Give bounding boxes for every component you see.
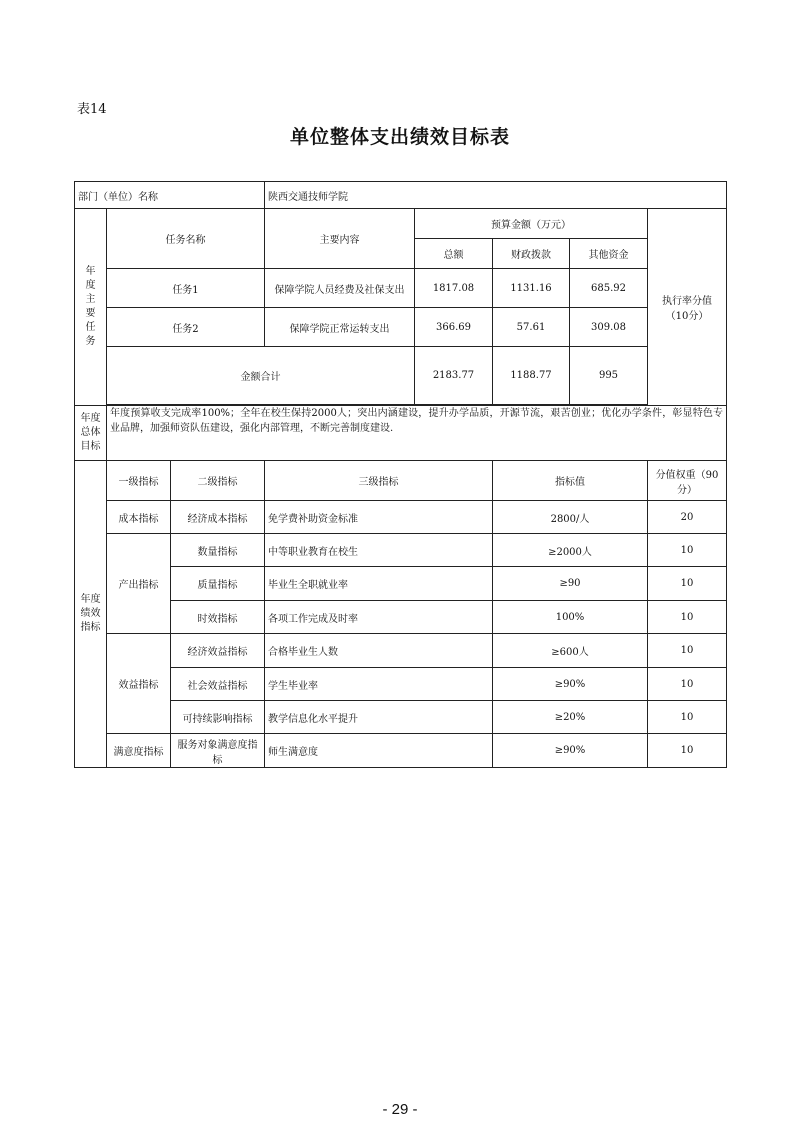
table-row [75,634,727,668]
level3: 学生毕业率 [265,668,493,701]
tasks-section-label: 年度主要任务 [75,209,107,406]
indicators-section-label: 年度绩效指标 [75,461,107,768]
indicator-value: 100% [493,601,648,634]
col-other: 其他资金 [570,239,648,269]
col-level2: 二级指标 [171,461,265,501]
table-row [75,269,727,308]
level3: 毕业生全职就业率 [265,567,493,601]
goal-text: 年度预算收支完成率100%；全年在校生保持2000人；突出内涵建设，提升办学品质，开源节流，艰苦创业；优化办学条件，彰显特色专业品牌，加强师资队伍建设，强化内部管理，不断完善制度建设. [107,406,727,461]
level2: 社会效益指标 [171,668,265,701]
sum-other: 995 [570,347,648,405]
level3: 中等职业教育在校生 [265,534,493,567]
task-other: 309.08 [570,308,648,347]
task-other: 685.92 [570,269,648,308]
col-fiscal: 财政拨款 [493,239,570,269]
col-indicator-value: 指标值 [493,461,648,501]
dept-value: 陕西交通技师学院 [265,182,727,209]
table-row [75,701,727,734]
col-level3: 三级指标 [265,461,493,501]
table-row [75,668,727,701]
indicator-value: ≥600人 [493,634,648,668]
level2: 时效指标 [171,601,265,634]
indicator-weight: 10 [648,534,727,567]
level2: 质量指标 [171,567,265,601]
indicator-weight: 20 [648,501,727,534]
indicator-value: ≥90 [493,567,648,601]
indicator-value: ≥90% [493,668,648,701]
level1-satisfaction: 满意度指标 [107,734,171,768]
page-number: - 29 - [382,1101,418,1118]
col-weight: 分值权重（90分） [648,461,727,501]
table-row [75,601,727,634]
level1-benefit: 效益指标 [107,634,171,734]
task-name: 任务1 [107,269,265,308]
level1-output: 产出指标 [107,534,171,634]
sum-fiscal: 1188.77 [493,347,570,405]
indicator-value: ≥90% [493,734,648,768]
indicator-weight: 10 [648,601,727,634]
performance-target-table [74,181,727,768]
task-fiscal: 57.61 [493,308,570,347]
level2: 数量指标 [171,534,265,567]
col-budget: 预算金额（万元） [415,209,648,239]
indicator-weight: 10 [648,567,727,601]
task-name: 任务2 [107,308,265,347]
table-row [75,308,727,347]
task-fiscal: 1131.16 [493,269,570,308]
level3: 合格毕业生人数 [265,634,493,668]
level3: 教学信息化水平提升 [265,701,493,734]
table-row [75,501,727,534]
indicator-value: ≥2000人 [493,534,648,567]
level1-cost: 成本指标 [107,501,171,534]
indicator-weight: 10 [648,734,727,768]
indicators-header-row [75,461,727,501]
sum-total: 2183.77 [415,347,493,405]
indicator-value: 2800/人 [493,501,648,534]
level2: 经济效益指标 [171,634,265,668]
level3: 免学费补助资金标准 [265,501,493,534]
level2: 经济成本指标 [171,501,265,534]
tasks-header-row [75,209,727,239]
table-row [75,734,727,768]
table-row [75,534,727,567]
task-content: 保障学院正常运转支出 [265,308,415,347]
level3: 各项工作完成及时率 [265,601,493,634]
table-number: 表14 [77,102,107,117]
exec-rate-label: 执行率分值（10分） [648,209,727,406]
level2: 可持续影响指标 [171,701,265,734]
level3: 师生满意度 [265,734,493,768]
col-total: 总额 [415,239,493,269]
indicator-value: ≥20% [493,701,648,734]
col-main-content: 主要内容 [265,209,415,269]
sum-label: 金额合计 [107,347,415,405]
task-total: 366.69 [415,308,493,347]
dept-row [75,182,727,209]
col-level1: 一级指标 [107,461,171,501]
indicator-weight: 10 [648,668,727,701]
goal-label: 年度总体目标 [75,406,107,461]
col-task-name: 任务名称 [107,209,265,269]
page-title: 单位整体支出绩效目标表 [289,126,510,148]
level2: 服务对象满意度指标 [171,734,265,768]
indicator-weight: 10 [648,701,727,734]
task-content: 保障学院人员经费及社保支出 [265,269,415,308]
indicator-weight: 10 [648,634,727,668]
goal-row [75,406,727,461]
dept-label: 部门（单位）名称 [75,182,265,209]
table-row [75,567,727,601]
task-total: 1817.08 [415,269,493,308]
sum-row [75,347,727,405]
